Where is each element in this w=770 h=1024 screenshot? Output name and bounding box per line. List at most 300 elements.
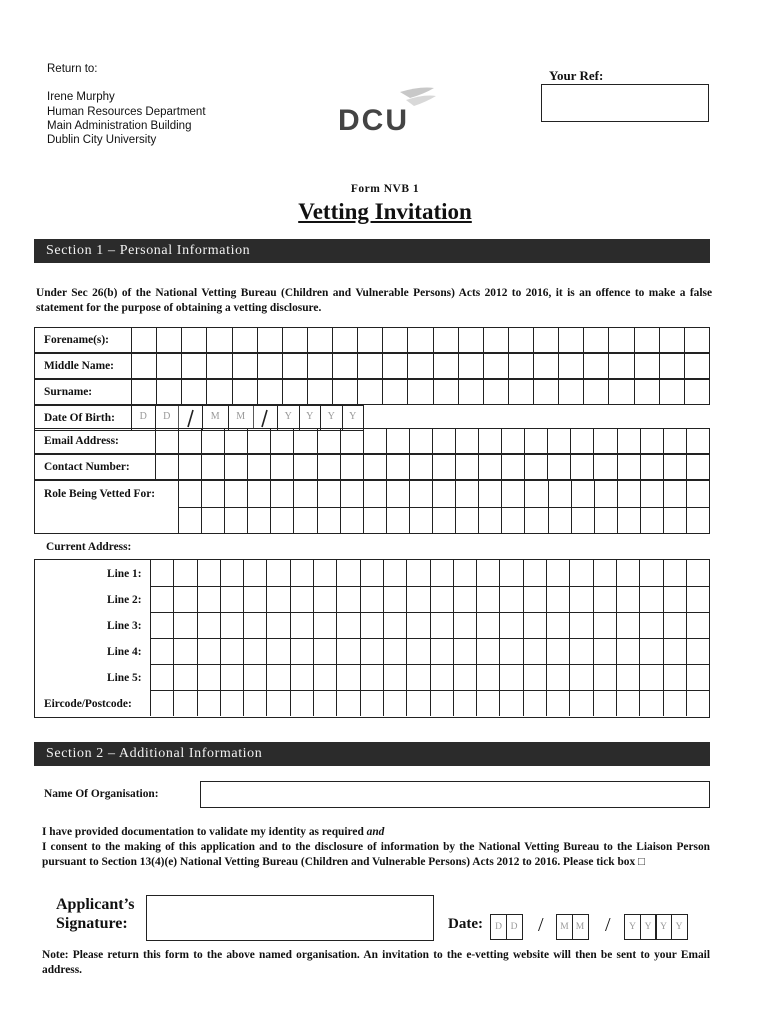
character-box[interactable]	[317, 429, 340, 453]
character-box[interactable]	[386, 481, 409, 507]
character-box[interactable]	[686, 455, 709, 479]
character-box[interactable]	[243, 665, 266, 690]
character-box[interactable]	[501, 481, 524, 507]
character-box[interactable]	[684, 380, 709, 404]
character-box[interactable]	[523, 665, 546, 690]
character-box[interactable]	[336, 639, 359, 664]
character-box[interactable]	[508, 380, 533, 404]
character-box[interactable]	[524, 429, 547, 453]
character-box[interactable]	[433, 328, 458, 352]
character-box[interactable]	[150, 613, 173, 638]
character-box[interactable]	[594, 481, 617, 507]
character-box[interactable]	[313, 587, 336, 612]
character-box[interactable]	[634, 354, 659, 378]
character-box[interactable]	[243, 613, 266, 638]
character-box[interactable]	[593, 429, 616, 453]
role-input-line1[interactable]	[178, 481, 709, 507]
dob-year-input[interactable]	[277, 406, 363, 430]
character-box[interactable]	[663, 587, 686, 612]
character-box[interactable]	[455, 481, 478, 507]
character-box[interactable]	[232, 354, 257, 378]
character-box[interactable]	[430, 691, 453, 716]
character-box[interactable]	[594, 508, 617, 533]
character-box[interactable]	[293, 429, 316, 453]
character-box[interactable]	[270, 481, 293, 507]
character-box[interactable]	[569, 613, 592, 638]
character-box[interactable]	[173, 560, 196, 586]
character-box[interactable]	[458, 380, 483, 404]
character-box[interactable]	[357, 354, 382, 378]
character-box[interactable]	[360, 691, 383, 716]
character-box[interactable]	[290, 613, 313, 638]
character-box[interactable]	[293, 481, 316, 507]
character-box[interactable]	[178, 455, 201, 479]
character-box[interactable]	[360, 639, 383, 664]
character-box[interactable]	[546, 613, 569, 638]
character-box[interactable]	[523, 639, 546, 664]
character-box[interactable]	[546, 587, 569, 612]
character-box[interactable]	[686, 481, 709, 507]
character-box[interactable]	[224, 508, 247, 533]
character-box[interactable]	[317, 455, 340, 479]
character-box[interactable]	[686, 613, 709, 638]
character-box[interactable]	[455, 455, 478, 479]
character-box[interactable]	[663, 691, 686, 716]
character-box[interactable]	[266, 560, 289, 586]
character-box[interactable]	[243, 560, 266, 586]
character-box[interactable]	[453, 587, 476, 612]
character-box[interactable]	[317, 481, 340, 507]
character-box[interactable]	[458, 328, 483, 352]
character-box[interactable]	[290, 665, 313, 690]
character-box[interactable]	[336, 560, 359, 586]
character-box[interactable]	[640, 508, 663, 533]
character-box[interactable]	[206, 380, 231, 404]
character-box[interactable]	[617, 481, 640, 507]
character-box[interactable]	[197, 560, 220, 586]
role-input-line2[interactable]	[178, 507, 709, 533]
character-box[interactable]	[173, 665, 196, 690]
character-box[interactable]	[406, 560, 429, 586]
character-box[interactable]	[406, 613, 429, 638]
character-box[interactable]	[293, 455, 316, 479]
character-box[interactable]	[293, 508, 316, 533]
character-box[interactable]	[640, 429, 663, 453]
character-box[interactable]	[616, 560, 639, 586]
character-box[interactable]	[523, 613, 546, 638]
character-box[interactable]	[382, 380, 407, 404]
character-box[interactable]	[409, 481, 432, 507]
character-box[interactable]	[247, 455, 270, 479]
eircode-input[interactable]	[150, 690, 709, 716]
character-box[interactable]	[608, 380, 633, 404]
character-box[interactable]	[155, 455, 178, 479]
character-box[interactable]	[508, 354, 533, 378]
your-ref-field[interactable]	[541, 84, 709, 122]
character-box[interactable]	[247, 508, 270, 533]
character-box[interactable]	[533, 380, 558, 404]
character-box[interactable]	[406, 665, 429, 690]
character-box[interactable]	[639, 691, 662, 716]
character-box[interactable]	[307, 328, 332, 352]
character-box[interactable]	[558, 328, 583, 352]
character-box[interactable]	[523, 691, 546, 716]
character-box[interactable]	[663, 429, 686, 453]
character-box[interactable]	[523, 587, 546, 612]
character-box[interactable]	[156, 328, 181, 352]
character-box[interactable]	[407, 328, 432, 352]
character-box[interactable]	[616, 665, 639, 690]
character-box[interactable]	[476, 691, 499, 716]
date-day-input[interactable]	[490, 914, 521, 940]
character-box[interactable]	[499, 560, 522, 586]
character-box[interactable]	[224, 481, 247, 507]
character-box[interactable]	[478, 508, 501, 533]
character-box[interactable]	[232, 328, 257, 352]
dob-day-input[interactable]	[131, 406, 178, 430]
character-box[interactable]	[307, 354, 332, 378]
character-box[interactable]	[583, 380, 608, 404]
character-box[interactable]	[430, 665, 453, 690]
character-box[interactable]	[383, 613, 406, 638]
character-box[interactable]	[634, 380, 659, 404]
character-box[interactable]	[313, 560, 336, 586]
character-box[interactable]	[478, 481, 501, 507]
character-box[interactable]	[501, 455, 524, 479]
character-box[interactable]	[524, 508, 547, 533]
character-box[interactable]	[336, 587, 359, 612]
character-box[interactable]	[224, 455, 247, 479]
character-box[interactable]	[156, 380, 181, 404]
character-box[interactable]	[243, 639, 266, 664]
character-box[interactable]	[548, 508, 571, 533]
character-box[interactable]	[363, 455, 386, 479]
character-box[interactable]	[476, 560, 499, 586]
character-box[interactable]	[247, 429, 270, 453]
character-box[interactable]	[201, 455, 224, 479]
character-box[interactable]	[686, 560, 709, 586]
date-year-input[interactable]	[624, 914, 686, 940]
character-box[interactable]	[476, 639, 499, 664]
character-box[interactable]	[178, 481, 201, 507]
character-box[interactable]	[593, 560, 616, 586]
character-box[interactable]	[686, 508, 709, 533]
character-box[interactable]	[476, 613, 499, 638]
character-box[interactable]	[206, 354, 231, 378]
character-box[interactable]	[686, 429, 709, 453]
date-month-input[interactable]	[556, 914, 587, 940]
character-box[interactable]	[659, 328, 684, 352]
character-box[interactable]	[363, 508, 386, 533]
character-box[interactable]	[313, 665, 336, 690]
character-box[interactable]	[634, 328, 659, 352]
character-box[interactable]	[332, 328, 357, 352]
character-box[interactable]	[270, 455, 293, 479]
character-box[interactable]	[409, 455, 432, 479]
character-box[interactable]	[197, 613, 220, 638]
character-box[interactable]	[659, 354, 684, 378]
character-box[interactable]	[181, 380, 206, 404]
address-line4-input[interactable]	[150, 638, 709, 664]
character-box[interactable]	[430, 639, 453, 664]
character-box[interactable]	[593, 639, 616, 664]
character-box[interactable]	[220, 560, 243, 586]
character-box[interactable]	[266, 613, 289, 638]
character-box[interactable]	[382, 328, 407, 352]
character-box[interactable]	[508, 328, 533, 352]
character-box[interactable]	[430, 613, 453, 638]
character-box[interactable]	[570, 429, 593, 453]
character-box[interactable]	[386, 508, 409, 533]
character-box[interactable]	[332, 354, 357, 378]
character-box[interactable]	[458, 354, 483, 378]
character-box[interactable]	[360, 665, 383, 690]
character-box[interactable]	[663, 613, 686, 638]
character-box[interactable]	[433, 380, 458, 404]
character-box[interactable]	[547, 429, 570, 453]
character-box[interactable]	[483, 328, 508, 352]
character-box[interactable]	[290, 560, 313, 586]
character-box[interactable]	[243, 691, 266, 716]
character-box[interactable]	[639, 587, 662, 612]
signature-field[interactable]	[146, 895, 434, 941]
email-input[interactable]	[155, 429, 709, 453]
character-box[interactable]	[178, 508, 201, 533]
character-box[interactable]	[307, 380, 332, 404]
character-box[interactable]	[173, 587, 196, 612]
character-box[interactable]	[131, 328, 156, 352]
character-box[interactable]	[360, 560, 383, 586]
character-box[interactable]	[684, 328, 709, 352]
character-box[interactable]	[220, 665, 243, 690]
character-box[interactable]	[684, 354, 709, 378]
character-box[interactable]	[501, 508, 524, 533]
character-box[interactable]	[270, 429, 293, 453]
character-box[interactable]	[453, 613, 476, 638]
character-box[interactable]	[571, 508, 594, 533]
character-box[interactable]	[483, 380, 508, 404]
character-box[interactable]	[608, 354, 633, 378]
character-box[interactable]	[383, 665, 406, 690]
character-box[interactable]	[571, 481, 594, 507]
character-box[interactable]	[407, 380, 432, 404]
character-box[interactable]	[173, 613, 196, 638]
character-box[interactable]	[206, 328, 231, 352]
character-box[interactable]	[593, 665, 616, 690]
character-box[interactable]	[523, 560, 546, 586]
address-line3-input[interactable]	[150, 612, 709, 638]
character-box[interactable]	[616, 613, 639, 638]
character-box[interactable]	[432, 481, 455, 507]
character-box[interactable]	[546, 560, 569, 586]
character-box[interactable]	[155, 429, 178, 453]
character-box[interactable]	[524, 455, 547, 479]
character-box[interactable]	[340, 429, 363, 453]
character-box[interactable]	[340, 508, 363, 533]
character-box[interactable]	[546, 691, 569, 716]
middle-name-input[interactable]	[131, 354, 709, 378]
character-box[interactable]	[282, 380, 307, 404]
character-box[interactable]	[336, 613, 359, 638]
character-box[interactable]	[406, 587, 429, 612]
character-box[interactable]	[640, 455, 663, 479]
organisation-input[interactable]	[200, 781, 710, 808]
character-box[interactable]	[453, 691, 476, 716]
character-box[interactable]	[499, 639, 522, 664]
character-box[interactable]	[663, 560, 686, 586]
character-box[interactable]	[131, 354, 156, 378]
character-box[interactable]	[548, 481, 571, 507]
character-box[interactable]	[406, 639, 429, 664]
character-box[interactable]	[430, 587, 453, 612]
character-box[interactable]	[476, 665, 499, 690]
character-box[interactable]	[150, 665, 173, 690]
character-box[interactable]	[617, 429, 640, 453]
character-box[interactable]	[501, 429, 524, 453]
character-box[interactable]	[363, 429, 386, 453]
character-box[interactable]	[409, 429, 432, 453]
character-box[interactable]	[483, 354, 508, 378]
character-box[interactable]	[173, 691, 196, 716]
character-box[interactable]	[639, 665, 662, 690]
character-box[interactable]	[266, 665, 289, 690]
character-box[interactable]	[407, 354, 432, 378]
character-box[interactable]	[290, 691, 313, 716]
character-box[interactable]	[569, 639, 592, 664]
surname-input[interactable]	[131, 380, 709, 404]
address-line1-input[interactable]	[150, 560, 709, 586]
character-box[interactable]	[593, 613, 616, 638]
character-box[interactable]	[317, 508, 340, 533]
character-box[interactable]	[432, 429, 455, 453]
character-box[interactable]	[639, 613, 662, 638]
character-box[interactable]	[593, 455, 616, 479]
character-box[interactable]	[663, 481, 686, 507]
character-box[interactable]	[247, 481, 270, 507]
character-box[interactable]	[382, 354, 407, 378]
character-box[interactable]	[224, 429, 247, 453]
character-box[interactable]	[608, 328, 633, 352]
dob-month-input[interactable]	[202, 406, 253, 430]
character-box[interactable]	[131, 380, 156, 404]
character-box[interactable]	[232, 380, 257, 404]
character-box[interactable]	[569, 665, 592, 690]
character-box[interactable]	[432, 455, 455, 479]
character-box[interactable]	[257, 328, 282, 352]
character-box[interactable]	[663, 639, 686, 664]
character-box[interactable]	[266, 639, 289, 664]
character-box[interactable]	[430, 560, 453, 586]
character-box[interactable]	[150, 639, 173, 664]
character-box[interactable]	[686, 691, 709, 716]
character-box[interactable]	[313, 613, 336, 638]
character-box[interactable]	[569, 587, 592, 612]
character-box[interactable]	[150, 587, 173, 612]
character-box[interactable]	[499, 613, 522, 638]
character-box[interactable]	[639, 639, 662, 664]
character-box[interactable]	[432, 508, 455, 533]
character-box[interactable]	[409, 508, 432, 533]
character-box[interactable]	[546, 665, 569, 690]
character-box[interactable]	[569, 560, 592, 586]
character-box[interactable]	[547, 455, 570, 479]
character-box[interactable]	[593, 587, 616, 612]
character-box[interactable]	[266, 587, 289, 612]
character-box[interactable]	[357, 380, 382, 404]
character-box[interactable]	[336, 691, 359, 716]
character-box[interactable]	[617, 508, 640, 533]
character-box[interactable]	[313, 639, 336, 664]
character-box[interactable]	[616, 691, 639, 716]
character-box[interactable]	[360, 587, 383, 612]
character-box[interactable]	[220, 639, 243, 664]
character-box[interactable]	[663, 455, 686, 479]
character-box[interactable]	[257, 380, 282, 404]
character-box[interactable]	[383, 587, 406, 612]
character-box[interactable]	[455, 508, 478, 533]
character-box[interactable]	[499, 691, 522, 716]
character-box[interactable]	[499, 665, 522, 690]
character-box[interactable]	[336, 665, 359, 690]
character-box[interactable]	[197, 691, 220, 716]
character-box[interactable]	[332, 380, 357, 404]
character-box[interactable]	[524, 481, 547, 507]
character-box[interactable]	[150, 560, 173, 586]
character-box[interactable]	[201, 508, 224, 533]
character-box[interactable]	[383, 560, 406, 586]
character-box[interactable]	[453, 560, 476, 586]
character-box[interactable]	[533, 328, 558, 352]
character-box[interactable]	[181, 354, 206, 378]
character-box[interactable]	[290, 639, 313, 664]
character-box[interactable]	[386, 429, 409, 453]
character-box[interactable]	[266, 691, 289, 716]
character-box[interactable]	[583, 328, 608, 352]
character-box[interactable]	[197, 587, 220, 612]
character-box[interactable]	[640, 481, 663, 507]
contact-number-input[interactable]	[155, 455, 709, 479]
character-box[interactable]	[616, 639, 639, 664]
character-box[interactable]	[201, 429, 224, 453]
character-box[interactable]	[220, 587, 243, 612]
character-box[interactable]	[455, 429, 478, 453]
character-box[interactable]	[558, 354, 583, 378]
character-box[interactable]	[639, 560, 662, 586]
address-line5-input[interactable]	[150, 664, 709, 690]
character-box[interactable]	[663, 508, 686, 533]
character-box[interactable]	[243, 587, 266, 612]
character-box[interactable]	[360, 613, 383, 638]
character-box[interactable]	[583, 354, 608, 378]
character-box[interactable]	[569, 691, 592, 716]
character-box[interactable]	[570, 455, 593, 479]
character-box[interactable]	[386, 455, 409, 479]
character-box[interactable]	[197, 665, 220, 690]
character-box[interactable]	[178, 429, 201, 453]
character-box[interactable]	[478, 455, 501, 479]
character-box[interactable]	[383, 639, 406, 664]
character-box[interactable]	[476, 587, 499, 612]
character-box[interactable]	[150, 691, 173, 716]
character-box[interactable]	[383, 691, 406, 716]
character-box[interactable]	[499, 587, 522, 612]
character-box[interactable]	[282, 328, 307, 352]
character-box[interactable]	[406, 691, 429, 716]
character-box[interactable]	[197, 639, 220, 664]
character-box[interactable]	[290, 587, 313, 612]
character-box[interactable]	[282, 354, 307, 378]
character-box[interactable]	[173, 639, 196, 664]
